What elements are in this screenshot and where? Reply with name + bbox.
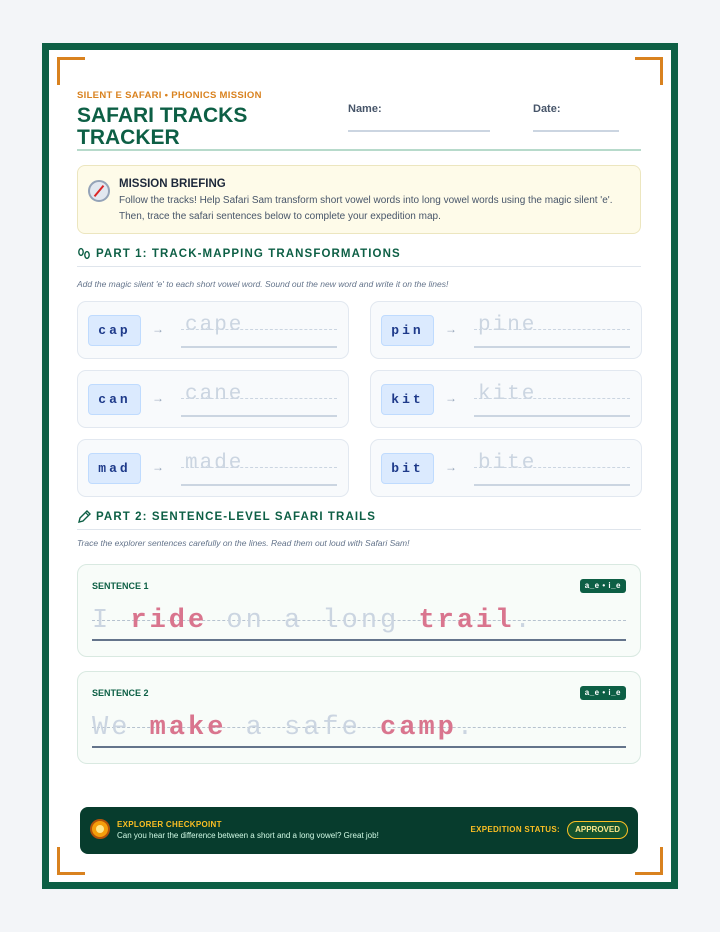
trace-word: made [185,452,244,475]
pencil-icon [77,510,91,524]
name-label: Name: [348,103,382,115]
part2-title: PART 2: SENTENCE-LEVEL SAFARI TRAILS [96,511,377,523]
answer-line[interactable] [474,415,630,417]
date-label: Date: [533,103,561,115]
word-card [77,439,349,497]
highlight-word: make [149,713,227,743]
arrow-icon: → [152,322,164,336]
writing-baseline[interactable] [92,639,626,641]
trace-text: . [514,606,534,636]
trace-word: kite [478,383,537,406]
lion-icon [90,819,110,839]
briefing-title: MISSION BRIEFING [119,178,226,190]
trace-word: cape [185,314,244,337]
worksheet-frame [42,43,678,889]
date-field[interactable] [533,130,619,132]
part2-instructions: Trace the explorer sentences carefully on the lines. Read them out loud with Safari Sam! [77,538,410,548]
sentence-trace-line [92,606,534,636]
vowel-pattern-badge: a_e • i_e [580,579,626,593]
trace-word: pine [478,314,537,337]
answer-line[interactable] [474,484,630,486]
answer-line[interactable] [181,346,337,348]
word-card [77,370,349,428]
mission-briefing [77,165,641,234]
arrow-icon: → [445,391,457,405]
arrow-icon: → [445,460,457,474]
compass-icon [88,180,110,202]
word-card [370,370,642,428]
part1-header [77,247,641,267]
word-card [77,301,349,359]
word-card [370,439,642,497]
arrow-icon: → [445,322,457,336]
highlight-word: ride [130,606,208,636]
page-title: SAFARI TRACKS TRACKER [77,104,248,149]
name-field[interactable] [348,130,490,132]
highlight-word: trail [418,606,515,636]
trace-text: on a long [207,606,419,636]
sentence-label: SENTENCE 2 [92,688,149,698]
briefing-text: Follow the tracks! Help Safari Sam transform short vowel words into long vowel words using the magic silent 'e'. Then, trace the safari sentences below to complete your expedition map. [119,195,613,222]
short-vowel-word: mad [88,453,141,484]
answer-line[interactable] [474,346,630,348]
answer-line[interactable] [181,484,337,486]
short-vowel-word: cap [88,315,141,346]
corner-bracket [635,847,663,875]
short-vowel-word: bit [381,453,434,484]
part1-instructions: Add the magic silent 'e' to each short vowel word. Sound out the new word and write it on the lines! [77,279,449,289]
answer-line[interactable] [181,415,337,417]
explorer-checkpoint [80,807,638,854]
vowel-pattern-badge: a_e • i_e [580,686,626,700]
arrow-icon: → [152,391,164,405]
header-kicker: SILENT E SAFARI • PHONICS MISSION [77,90,262,101]
status-badge: APPROVED [567,821,628,839]
arrow-icon: → [152,460,164,474]
footprints-icon [77,247,91,261]
trace-text: We [92,713,150,743]
sentence-card [77,564,641,657]
corner-bracket [57,847,85,875]
trace-text: . [456,713,477,743]
word-card [370,301,642,359]
trace-text: a safe [226,713,381,743]
short-vowel-word: pin [381,315,434,346]
part1-title: PART 1: TRACK-MAPPING TRANSFORMATIONS [96,248,401,260]
checkpoint-text: Can you hear the difference between a short and a long vowel? Great job! [117,831,379,840]
short-vowel-word: can [88,384,141,415]
trace-word: bite [478,452,537,475]
header-divider [77,149,641,151]
sentence-card [77,671,641,764]
corner-bracket [57,57,85,85]
trace-text: I [92,606,131,636]
corner-bracket [635,57,663,85]
highlight-word: camp [380,713,457,743]
writing-baseline[interactable] [92,746,626,748]
short-vowel-word: kit [381,384,434,415]
part2-header [77,510,641,530]
sentence-trace-line [92,713,476,743]
sentence-label: SENTENCE 1 [92,581,149,591]
trace-word: cane [185,383,244,406]
checkpoint-title: EXPLORER CHECKPOINT [117,820,222,829]
status-label: EXPEDITION STATUS: [470,825,560,834]
